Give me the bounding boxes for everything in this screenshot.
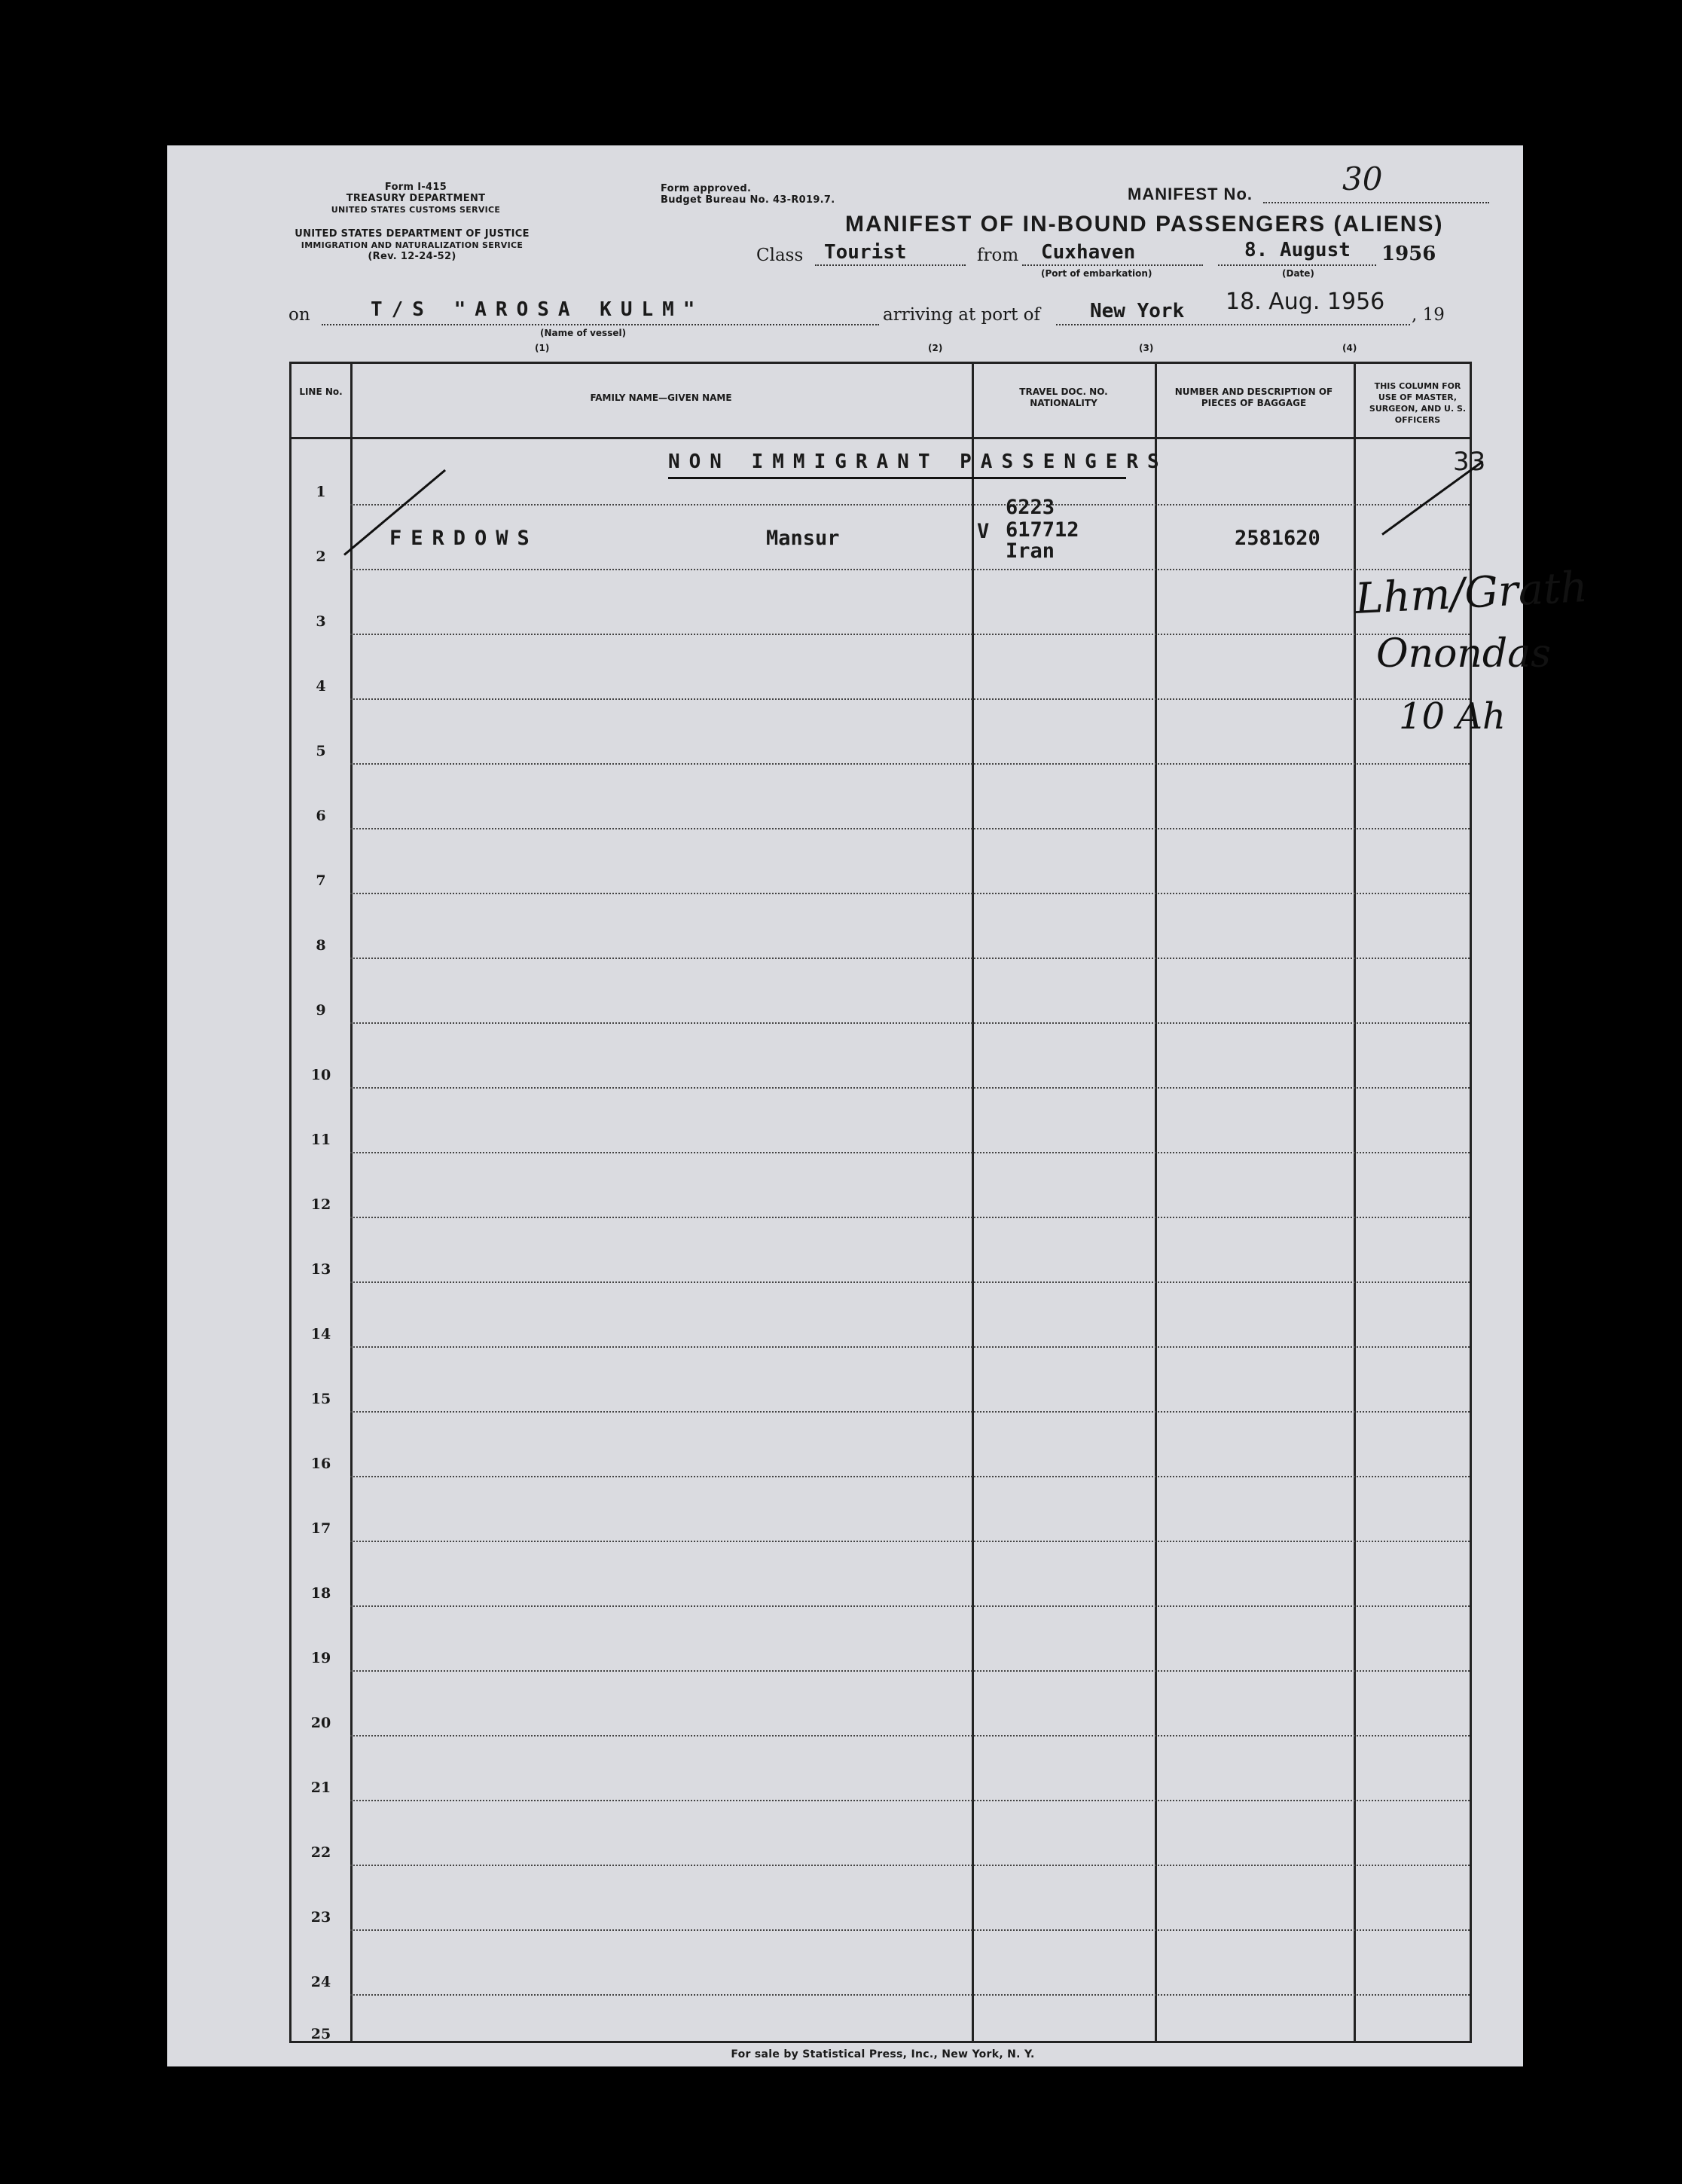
col-marker-4: (4): [1342, 343, 1357, 353]
header-officers: THIS COLUMN FOR USE OF MASTER, SURGEON, AND U. S. OFFICERS: [1369, 381, 1467, 425]
manifest-number-label: MANIFEST No.: [1128, 185, 1253, 203]
row-number: 8: [316, 937, 326, 954]
row-number: 15: [310, 1391, 331, 1407]
treasury-dept: TREASURY DEPARTMENT: [346, 193, 486, 204]
manifest-page: [167, 145, 1589, 2066]
officer-note-line2: Onondas: [1376, 631, 1551, 677]
row-number: 5: [316, 743, 326, 759]
row-rule: [350, 1476, 1470, 1477]
row-number: 14: [310, 1326, 331, 1342]
family-name: FERDOWS: [389, 527, 539, 550]
col-divider-line: [350, 364, 353, 2041]
travel-doc-number: 617712: [1006, 518, 1079, 542]
row-number: 21: [310, 1779, 331, 1796]
budget-bureau: Budget Bureau No. 43-R019.7.: [661, 194, 835, 206]
from-line: [1022, 264, 1203, 266]
row-rule: [350, 698, 1470, 700]
row-rule: [350, 1605, 1470, 1607]
form-approval: [661, 183, 835, 206]
embarkation-year: 1956: [1381, 243, 1436, 265]
row-number: 10: [310, 1067, 331, 1083]
manifest-title: MANIFEST OF IN-BOUND PASSENGERS (ALIENS): [845, 212, 1444, 237]
row-number: 19: [310, 1650, 331, 1666]
row-number: 20: [310, 1715, 331, 1731]
embarkation-date: 8. August: [1244, 239, 1351, 261]
row-rule: [350, 763, 1470, 765]
row-rule: [350, 1541, 1470, 1542]
row-number: 9: [316, 1002, 326, 1019]
row-number: 25: [310, 2026, 331, 2042]
header-name: FAMILY NAME—GIVEN NAME: [590, 393, 732, 403]
vessel-line: [322, 324, 879, 325]
header-rule: [292, 437, 1470, 439]
row-rule: [350, 1152, 1470, 1153]
vessel-name: T/S "AROSA KULM": [371, 298, 704, 321]
row-number: 23: [310, 1909, 331, 1926]
class-line: [815, 264, 966, 266]
port-caption: (Port of embarkation): [1041, 268, 1152, 279]
date-caption: (Date): [1282, 268, 1314, 279]
cancel-stroke-right: [1381, 460, 1483, 535]
row-rule: [350, 1281, 1470, 1283]
row-rule: [350, 958, 1470, 959]
on-label: on: [288, 305, 310, 325]
form-id-block: [273, 182, 559, 215]
baggage-number: 2581620: [1235, 527, 1320, 550]
class-label: Class: [756, 246, 804, 265]
officer-note-line3: 10 Ah: [1399, 695, 1506, 738]
passenger-count: 33: [1453, 447, 1486, 477]
row-number: 18: [310, 1585, 331, 1602]
row-rule: [350, 569, 1470, 570]
row-number: 22: [310, 1844, 331, 1861]
manifest-number-value: 30: [1342, 160, 1383, 197]
ins-name: IMMIGRATION AND NATURALIZATION SERVICE: [301, 240, 524, 250]
arriving-port: New York: [1090, 300, 1185, 322]
row-rule: [350, 1087, 1470, 1089]
port-embarkation: Cuxhaven: [1041, 241, 1136, 264]
row-number: 3: [316, 613, 326, 630]
visa-prefix: V: [977, 520, 990, 543]
row-number: 13: [310, 1261, 331, 1278]
col-divider-doc: [1155, 364, 1157, 2041]
row-rule: [350, 1670, 1470, 1672]
row-number: 1: [316, 484, 326, 500]
justice-dept: UNITED STATES DEPARTMENT OF JUSTICE: [295, 228, 530, 240]
nationality: Iran: [1006, 539, 1055, 563]
row-number: 17: [310, 1520, 331, 1537]
row-number: 4: [316, 678, 326, 695]
row-number: 16: [310, 1455, 331, 1472]
given-name: Mansur: [766, 527, 840, 550]
row-number: 7: [316, 872, 326, 889]
header-baggage: NUMBER AND DESCRIPTION OF PIECES OF BAGGAGE: [1174, 386, 1333, 408]
form-approved: Form approved.: [661, 183, 752, 194]
row-rule: [350, 1411, 1470, 1413]
row-rule: [350, 1022, 1470, 1024]
row-rule: [350, 893, 1470, 894]
row-number: 24: [310, 1974, 331, 1990]
row-number: 2: [316, 548, 326, 565]
year-suffix: , 19: [1412, 305, 1445, 325]
row-rule: [350, 634, 1470, 635]
col-marker-2: (2): [928, 343, 943, 353]
vessel-caption: (Name of vessel): [540, 328, 627, 338]
arriving-line: [1056, 324, 1410, 325]
row-rule: [350, 504, 1470, 506]
col-marker-1: (1): [535, 343, 550, 353]
officer-note-signature: Lhm/Grath: [1354, 562, 1589, 625]
row-number: 11: [310, 1132, 331, 1148]
passenger-table: [289, 362, 1589, 2043]
form-number: Form I-415: [384, 182, 447, 193]
row-number: 12: [310, 1196, 331, 1213]
customs-service: UNITED STATES CUSTOMS SERVICE: [331, 205, 501, 215]
row-rule: [350, 1929, 1470, 1931]
col-marker-3: (3): [1139, 343, 1154, 353]
row-number: 6: [316, 808, 326, 824]
banner-underline: [668, 477, 1126, 479]
non-immigrant-banner: NON IMMIGRANT PASSENGERS: [668, 451, 1168, 473]
arrival-date-stamp: 18. Aug. 1956: [1226, 289, 1385, 315]
header-line-no: LINE No.: [299, 386, 343, 397]
from-label: from: [977, 246, 1019, 265]
row-rule: [350, 1735, 1470, 1737]
row-rule: [350, 1217, 1470, 1218]
row-rule: [350, 1800, 1470, 1801]
col-divider-name: [972, 364, 974, 2041]
printer-footer: For sale by Statistical Press, Inc., New York, N. Y.: [731, 2048, 1035, 2060]
header-travel-doc: TRAVEL DOC. NO. NATIONALITY: [1019, 386, 1108, 408]
doc-number-top: 6223: [1006, 496, 1055, 519]
justice-block: [292, 228, 533, 262]
row-rule: [350, 1865, 1470, 1866]
revision: (Rev. 12-24-52): [368, 251, 456, 262]
class-value: Tourist: [824, 241, 907, 264]
row-rule: [350, 1994, 1470, 1996]
row-rule: [350, 828, 1470, 829]
manifest-number-line: [1263, 202, 1489, 203]
arriving-label: arriving at port of: [883, 305, 1040, 325]
date-line: [1218, 264, 1376, 266]
row-rule: [350, 1346, 1470, 1348]
